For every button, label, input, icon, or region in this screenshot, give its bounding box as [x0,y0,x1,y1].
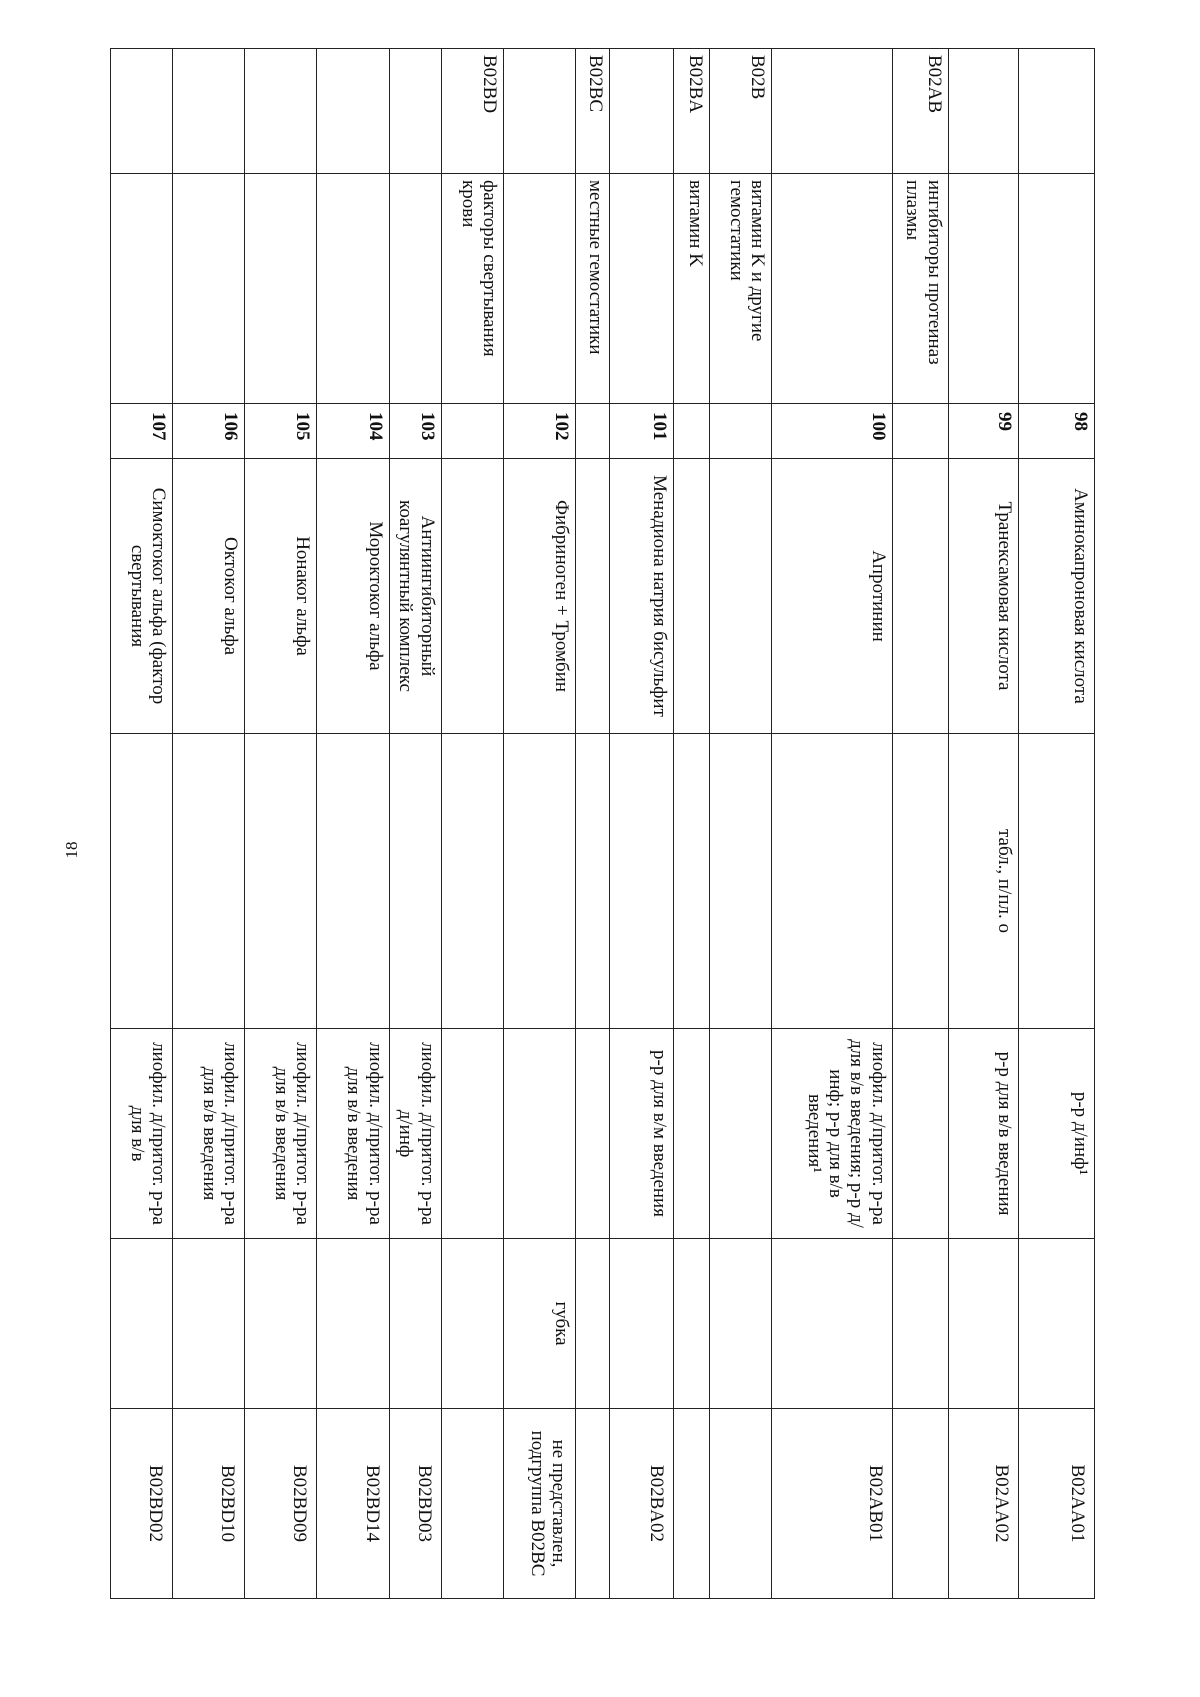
row-number-cell: 101 [610,404,674,459]
drug-name-cell: Фибриноген + Тромбин [503,459,575,734]
drug-name-cell: Нонаког альфа [245,459,317,734]
atc-reference-cell: B02BD02 [111,1409,173,1599]
additional-form-cell: р-р для в/в введения [948,1029,1018,1239]
dosage-form-cell [389,734,441,1029]
atc-reference-cell: B02AA01 [1018,1409,1094,1599]
atc-reference-cell: B02BD14 [317,1409,389,1599]
row-number-cell [441,404,503,459]
atc-code-cell: B02BD [441,49,503,174]
atc-reference-cell: B02BD10 [173,1409,245,1599]
atc-code-cell: B02AB [892,49,948,174]
atc-reference-cell [892,1409,948,1599]
other-form-cell [173,1239,245,1409]
additional-form-cell [503,1029,575,1239]
table-row [674,49,710,1599]
page-number: 18 [62,841,81,859]
table-row [317,49,389,1599]
atc-code-cell [503,49,575,174]
drug-name-cell: Аминокапроновая кислота [1018,459,1094,734]
atc-code-cell [389,49,441,174]
other-form-cell [317,1239,389,1409]
atc-reference-cell [674,1409,710,1599]
additional-form-cell: лиофил. д/притот. р-ра для в/в [111,1029,173,1239]
drug-name-cell: Апротинин [772,459,892,734]
dosage-form-cell [576,734,610,1029]
additional-form-cell: р-р д/инф¹ [1018,1029,1094,1239]
row-number-cell [576,404,610,459]
group-name-cell [245,174,317,404]
row-number-cell: 105 [245,404,317,459]
additional-form-cell [710,1029,772,1239]
atc-code-cell [948,49,1018,174]
table-row [111,49,173,1599]
row-number-cell: 106 [173,404,245,459]
table-row [710,49,772,1599]
drug-name-cell [441,459,503,734]
other-form-cell [389,1239,441,1409]
additional-form-cell: лиофил. д/притот. р-ра для в/в введения [317,1029,389,1239]
dosage-form-cell [772,734,892,1029]
atc-reference-cell: B02AB01 [772,1409,892,1599]
row-number-cell: 100 [772,404,892,459]
drug-name-cell [710,459,772,734]
table-row [173,49,245,1599]
additional-form-cell: лиофил. д/притот. р-ра для в/в введения; р-р д/инф; р-р для в/в введения¹ [772,1029,892,1239]
atc-reference-cell: B02BA02 [610,1409,674,1599]
dosage-form-cell [173,734,245,1029]
row-number-cell: 104 [317,404,389,459]
table-row [610,49,674,1599]
table-row [389,49,441,1599]
row-number-cell: 99 [948,404,1018,459]
other-form-cell [576,1239,610,1409]
other-form-cell [245,1239,317,1409]
dosage-form-cell [245,734,317,1029]
drug-name-cell: Октоког альфа [173,459,245,734]
dosage-form-cell [1018,734,1094,1029]
table-body [111,49,1095,1599]
table-row [892,49,948,1599]
atc-code-cell [111,49,173,174]
dosage-form-cell [710,734,772,1029]
table-row [948,49,1018,1599]
additional-form-cell [892,1029,948,1239]
additional-form-cell: лиофил. д/притот. р-ра для в/в введения [173,1029,245,1239]
drug-name-cell: Симоктоког альфа (фактор свертывания [111,459,173,734]
row-number-cell: 102 [503,404,575,459]
atc-code-cell [1018,49,1094,174]
atc-code-cell: B02B [710,49,772,174]
other-form-cell [772,1239,892,1409]
group-name-cell [610,174,674,404]
atc-reference-cell: не представлен, подгруппа B02BC [503,1409,575,1599]
group-name-cell: местные гемостатики [576,174,610,404]
other-form-cell [710,1239,772,1409]
dosage-form-cell [503,734,575,1029]
atc-code-cell [245,49,317,174]
group-name-cell: факторы свертывания крови [441,174,503,404]
atc-code-cell: B02BA [674,49,710,174]
group-name-cell [389,174,441,404]
atc-reference-cell: B02AA02 [948,1409,1018,1599]
drug-name-cell: Мороктоког альфа [317,459,389,734]
group-name-cell: витамин K [674,174,710,404]
group-name-cell [173,174,245,404]
drug-name-cell [576,459,610,734]
group-name-cell [111,174,173,404]
row-number-cell: 103 [389,404,441,459]
atc-reference-cell: B02BD03 [389,1409,441,1599]
table-row [441,49,503,1599]
dosage-form-cell [674,734,710,1029]
atc-code-cell [173,49,245,174]
drug-name-cell: Менадиона натрия бисульфит [610,459,674,734]
drug-name-cell: Транексамовая кислота [948,459,1018,734]
group-name-cell [948,174,1018,404]
other-form-cell [111,1239,173,1409]
row-number-cell [710,404,772,459]
rotated-table-container [110,48,1095,1598]
additional-form-cell: лиофил. д/притот. р-ра д/инф [389,1029,441,1239]
other-form-cell [610,1239,674,1409]
other-form-cell [441,1239,503,1409]
atc-code-cell [610,49,674,174]
group-name-cell [503,174,575,404]
drug-name-cell: Антиингибиторный коагулянтный комплекс [389,459,441,734]
other-form-cell [892,1239,948,1409]
other-form-cell: губка [503,1239,575,1409]
additional-form-cell: р-р для в/м введения [610,1029,674,1239]
dosage-form-cell [892,734,948,1029]
dosage-form-cell [111,734,173,1029]
table-row [503,49,575,1599]
group-name-cell: витамин K и другие гемостатики [710,174,772,404]
table-row [772,49,892,1599]
row-number-cell [892,404,948,459]
dosage-form-cell: табл., п/пл. о [948,734,1018,1029]
dosage-form-cell [610,734,674,1029]
additional-form-cell [441,1029,503,1239]
drug-name-cell [674,459,710,734]
group-name-cell [317,174,389,404]
group-name-cell: ингибиторы протеиназ плазмы [892,174,948,404]
drug-name-cell [892,459,948,734]
table-row [576,49,610,1599]
dosage-form-cell [441,734,503,1029]
table-row [1018,49,1094,1599]
atc-code-cell: B02BC [576,49,610,174]
atc-reference-cell [710,1409,772,1599]
row-number-cell: 107 [111,404,173,459]
atc-code-cell [772,49,892,174]
row-number-cell [674,404,710,459]
other-form-cell [1018,1239,1094,1409]
group-name-cell [1018,174,1094,404]
atc-reference-cell [576,1409,610,1599]
other-form-cell [948,1239,1018,1409]
dosage-form-cell [317,734,389,1029]
additional-form-cell [576,1029,610,1239]
drug-list-table [110,48,1095,1599]
table-row [245,49,317,1599]
additional-form-cell: лиофил. д/притот. р-ра для в/в введения [245,1029,317,1239]
group-name-cell [772,174,892,404]
row-number-cell: 98 [1018,404,1094,459]
atc-reference-cell [441,1409,503,1599]
atc-code-cell [317,49,389,174]
atc-reference-cell: B02BD09 [245,1409,317,1599]
other-form-cell [674,1239,710,1409]
additional-form-cell [674,1029,710,1239]
